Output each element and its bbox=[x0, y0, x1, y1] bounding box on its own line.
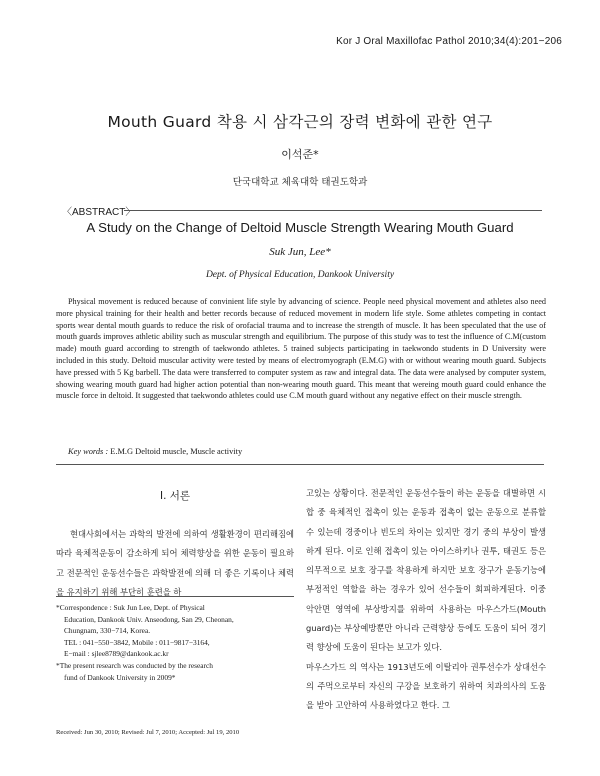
footnotes bbox=[56, 602, 294, 683]
correspondence-line-2: Education, Dankook Univ. Anseodong, San 29, Cheonan, bbox=[64, 614, 234, 624]
section-heading: Ⅰ. 서론 bbox=[159, 490, 191, 502]
english-title: A Study on the Change of Deltoid Muscle Strength Wearing Mouth Guard bbox=[86, 220, 514, 235]
korean-affiliation: 단국대학교 체육대학 태권도학과 bbox=[232, 177, 368, 188]
korean-title: Mouth Guard 착용 시 삼각근의 장력 변화에 관한 연구 bbox=[107, 113, 493, 131]
footnote-rule bbox=[56, 596, 294, 597]
korean-author: 이석준* bbox=[281, 148, 319, 161]
keywords-label: Key words : bbox=[68, 447, 109, 456]
funding-line-2: fund of Dankook University in 2009* bbox=[64, 672, 176, 682]
left-body-text: 현대사회에서는 과학의 발전에 의하여 생활환경이 편리해짐에 따라 육체적운동이 감소하게 되어 체력향상을 위한 운동이 필요하고 전문적인 운동선수들은 과학발전에 의해 더 좋은 기록이나 체력을 유지하기 위해 부단히 훈련을 하 bbox=[56, 529, 294, 597]
correspondence-email: E−mail : sjlee8789@dankook.ac.kr bbox=[64, 649, 169, 659]
funding-line-1: *The present research was conducted by the research bbox=[56, 660, 213, 670]
abstract-rule bbox=[124, 210, 542, 211]
correspondence-line-1: *Correspondence : Suk Jun Lee, Dept. of Physical bbox=[56, 603, 205, 612]
right-body-text: 고있는 상황이다. 전문적인 운동선수들이 하는 운동을 대별하면 시합 중 육체적인 접촉이 있는 운동과 접촉이 없는 운동으로 분류할 수 있는데 경중이나 빈도의 차이는 있지만 경기 중의 부상이 발생하게 된다. 이로 인해 접촉이 있는 아이스하키나 권투, 태권도 등은 의무적으로 보호 장구를 착용하게 하지만 보호 장구가 운동기능에 부정적인 역할을 하는 경우가 있어 선수들이 회피하게된다. 이중 악안면 영역에 부상방지를 위하여 사용하는 마우스가드(Mouth guard)는 부상예방뿐만 아니라 근력향상 등에도 도움이 되어 경기력 향상에 도움이 된다는 보고가 있다. 마우스가드 의 역사는 1913년도에 이탈리아 권투선수가 상대선수의 주먹으로부터 자신의 구강을 보호하기 위하여 치과의사의 도움을 받아 고안하여 사용하였다고 한다. 그 bbox=[306, 488, 546, 711]
abstract-text: Physical movement is reduced because of convinient life style by advancing of science. People need physical movement and athletes also need more physical training for their health and better records because of reduced movement in modern life style. Some athletes competing in contact sports wear dental mouth guards to reduce the risk of orofacial trauma and to increase the strength of muscle. It has been speculated that the use of mouth guards improves athletic ability such as muscular strength and equilibrium. The purpose of this study was to test the influence of C.M(custom made) mouth guard according to strength of taekwondo athletes. 5 trained subjects participating in taekwondo students in D University were included in this study. Deltoid muscular activity were tested by means of electromyograph (E.M.G) with or without wearing mouth guard. Subjects have pressed with 5 Kg barbell. The data were transferred to computer system as raw and integral data. The data were analysed by computer system, showing wearing mouth guard had higher action potential than non-wearing mouth guard. This meant that wereing mouth guard could enhance the muscle force in deltoid. It suggested that taekwondo athletes could use C.M mouth guard without any negative effect on their muscle strength. bbox=[56, 297, 546, 401]
keywords-rule bbox=[56, 464, 544, 465]
correspondence-tel: TEL : 041−550−3842, Mobile : 011−9817−3164, bbox=[64, 637, 210, 647]
english-author: Suk Jun, Lee* bbox=[269, 246, 331, 258]
keywords bbox=[68, 447, 242, 456]
received-dates: Received: Jun 30, 2010; Revised: Jul 7, 2010; Accepted: Jul 19, 2010 bbox=[56, 729, 240, 736]
correspondence-line-3: Chungnam, 330−714, Korea. bbox=[64, 626, 151, 636]
left-column bbox=[56, 484, 294, 602]
abstract-label: 〈ABSTRACT〉 bbox=[62, 207, 136, 218]
english-affiliation: Dept. of Physical Education, Dankook University bbox=[205, 270, 395, 280]
keywords-text: E.M.G Deltoid muscle, Muscle activity bbox=[110, 447, 243, 456]
journal-citation: Kor J Oral Maxillofac Pathol 2010;34(4):201−206 bbox=[336, 36, 562, 47]
right-column bbox=[306, 484, 546, 716]
